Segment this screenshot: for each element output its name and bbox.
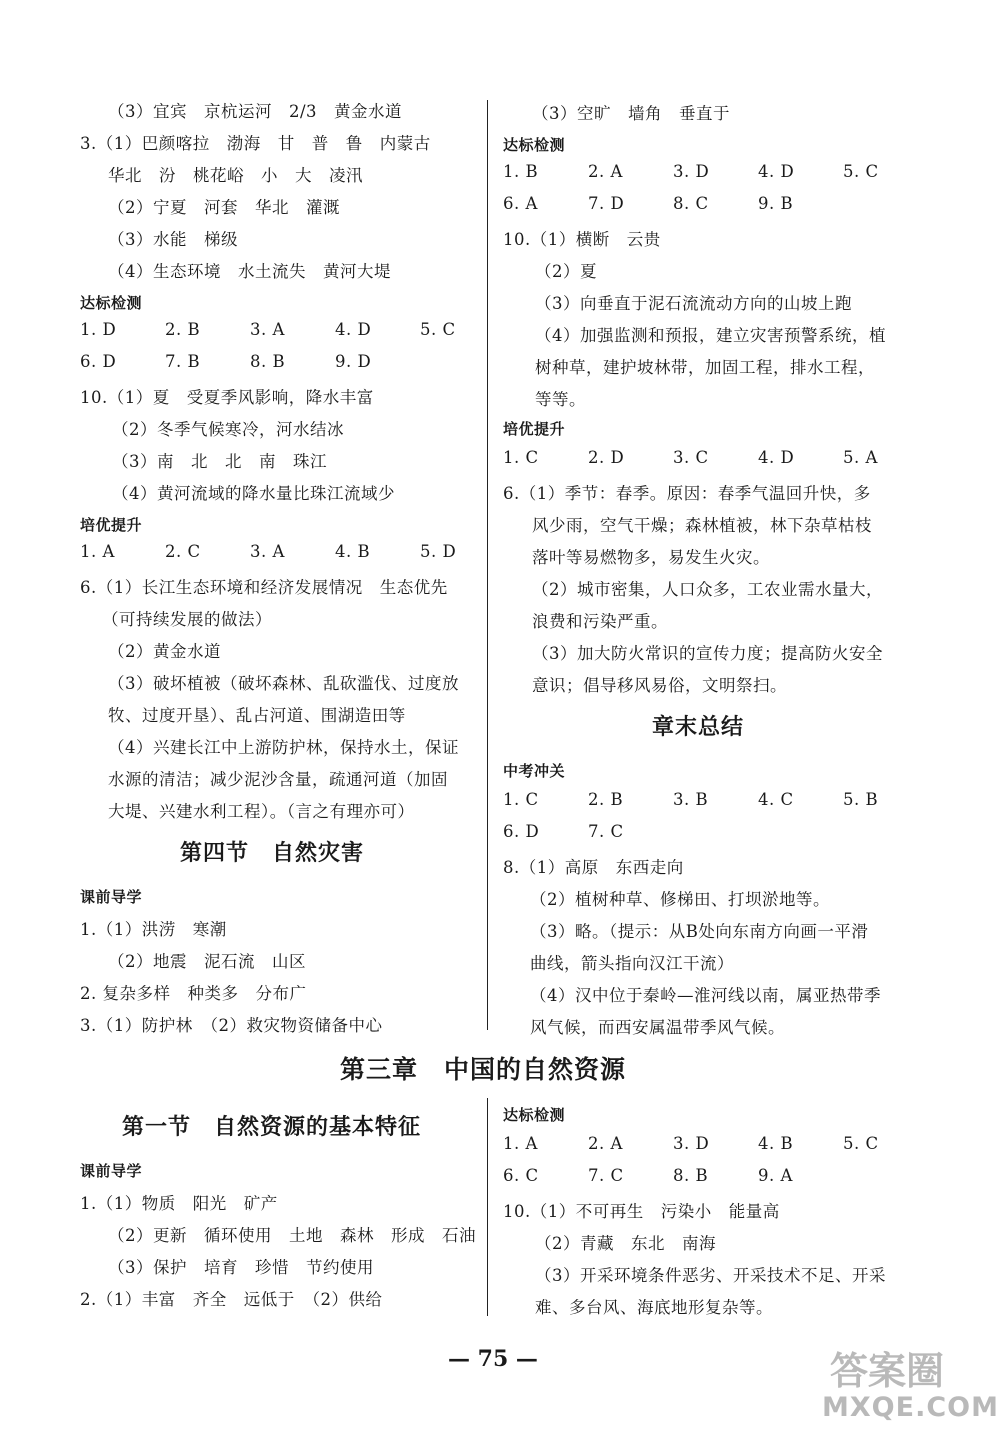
answer-item: 8. B [250, 352, 286, 371]
answer-row [80, 320, 480, 344]
section-label: 达标检测 [80, 294, 143, 312]
answer-item: 2. D [588, 448, 625, 467]
answer-item: 3. D [673, 1134, 710, 1153]
section-heading: 第四节 自然灾害 [180, 840, 365, 866]
column-divider-top [487, 100, 488, 1030]
answer-item: 2. C [165, 542, 201, 561]
answer-item: 3. A [250, 542, 285, 561]
answer-item: 2. A [588, 162, 623, 181]
answer-row [503, 194, 903, 218]
answer-item: 9. B [758, 194, 794, 213]
answer-line: （2）黄金水道 [108, 642, 221, 661]
answer-item: 4. D [758, 448, 795, 467]
page-number: — 75 — [448, 1346, 538, 1372]
answer-line: 3.（1）巴颜喀拉 渤海 甘 普 鲁 内蒙古 [80, 134, 431, 153]
section-label: 培优提升 [80, 516, 143, 534]
answer-item: 1. C [503, 448, 539, 467]
answer-line: 2.（1）丰富 齐全 远低于 （2）供给 [80, 1290, 383, 1309]
answer-item: 2. B [165, 320, 201, 339]
answer-line: 10.（1）夏 受夏季风影响，降水丰富 [80, 388, 374, 407]
answer-line: 1.（1）洪涝 寒潮 [80, 920, 227, 939]
answer-line: （3）加大防火常识的宣传力度；提高防火安全 [532, 644, 883, 663]
answer-line: （3）南 北 北 南 珠江 [112, 452, 327, 471]
answer-line: （3）宜宾 京杭运河 2/3 黄金水道 [108, 102, 403, 121]
answer-item: 5. C [843, 1134, 879, 1153]
answer-line: 6.（1）季节：春季。原因：春季气温回升快，多 [503, 484, 871, 503]
section-label: 培优提升 [503, 420, 566, 438]
answer-line: 等等。 [535, 390, 586, 409]
answer-item: 1. B [503, 162, 539, 181]
answer-item: 7. B [165, 352, 201, 371]
answer-item: 5. A [843, 448, 878, 467]
answer-row [503, 822, 903, 846]
answer-item: 2. A [588, 1134, 623, 1153]
answer-line: （3）向垂直于泥石流流动方向的山坡上跑 [535, 294, 852, 313]
answer-line: 1.（1）物质 阳光 矿产 [80, 1194, 278, 1213]
answer-item: 3. D [673, 162, 710, 181]
answer-line: （3）开采环境条件恶劣、开采技术不足、开采 [535, 1266, 886, 1285]
section-label: 课前导学 [80, 888, 143, 906]
answer-item: 6. D [80, 352, 117, 371]
answer-line: （2）植树种草、修梯田、打坝淤地等。 [530, 890, 830, 909]
section-label: 课前导学 [80, 1162, 143, 1180]
watermark-logo: 答案圈 [830, 1349, 945, 1393]
section-heading: 章末总结 [652, 714, 745, 740]
answer-row [503, 790, 903, 814]
answer-line: （2）宁夏 河套 华北 灌溉 [108, 198, 340, 217]
answer-item: 6. C [503, 1166, 539, 1185]
answer-line: （3）水能 梯级 [108, 230, 238, 249]
answer-item: 4. D [335, 320, 372, 339]
answer-line: 意识；倡导移风易俗，文明祭扫。 [532, 676, 787, 695]
answer-line: （2）青藏 东北 南海 [535, 1234, 716, 1253]
column-divider-bottom [487, 1098, 488, 1316]
section-label: 中考冲关 [503, 762, 566, 780]
section-heading: 第一节 自然资源的基本特征 [122, 1114, 422, 1140]
answer-item: 4. B [758, 1134, 794, 1153]
answer-item: 8. C [673, 194, 709, 213]
answer-line: 难、多台风、海底地形复杂等。 [535, 1298, 773, 1317]
answer-line: 华北 汾 桃花峪 小 大 凌汛 [108, 166, 363, 185]
answer-line: （3）空旷 墙角 垂直于 [532, 104, 730, 123]
answer-item: 5. D [420, 542, 457, 561]
answer-line: 10.（1）不可再生 污染小 能量高 [503, 1202, 780, 1221]
answer-line: （3）破坏植被（破坏森林、乱砍滥伐、过度放 [108, 674, 459, 693]
answer-line: （2）更新 循环使用 土地 森林 形成 石油 [108, 1226, 476, 1245]
answer-item: 5. C [420, 320, 456, 339]
answer-line: （3）略。（提示：从B处向东南方向画一平滑 [530, 922, 869, 941]
answer-line: 落叶等易燃物多，易发生火灾。 [532, 548, 770, 567]
answer-line: 2. 复杂多样 种类多 分布广 [80, 984, 307, 1003]
answer-item: 4. B [335, 542, 371, 561]
answer-row [503, 1166, 903, 1190]
answer-item: 5. B [843, 790, 879, 809]
answer-row [80, 542, 480, 566]
answer-item: 6. D [503, 822, 540, 841]
answer-item: 3. C [673, 448, 709, 467]
answer-line: 风少雨，空气干燥；森林植被，林下杂草枯枝 [532, 516, 872, 535]
answer-line: （2）城市密集，人口众多，工农业需水量大， [532, 580, 883, 599]
answer-item: 8. B [673, 1166, 709, 1185]
section-label: 达标检测 [503, 136, 566, 154]
answer-line: （4）加强监测和预报，建立灾害预警系统，植 [535, 326, 886, 345]
answer-item: 7. C [588, 1166, 624, 1185]
answer-line: 水源的清洁；减少泥沙含量，疏通河道（加固 [108, 770, 448, 789]
watermark-site: MXQE.COM [822, 1392, 999, 1423]
answer-line: （4）黄河流域的降水量比珠江流域少 [112, 484, 395, 503]
answer-item: 1. A [80, 542, 115, 561]
answer-row [503, 448, 903, 472]
answer-row [503, 162, 903, 186]
answer-item: 4. C [758, 790, 794, 809]
answer-item: 4. D [758, 162, 795, 181]
answer-item: 6. A [503, 194, 538, 213]
answer-line: 6.（1）长江生态环境和经济发展情况 生态优先 [80, 578, 448, 597]
answer-item: 3. B [673, 790, 709, 809]
answer-item: 1. A [503, 1134, 538, 1153]
answer-item: 7. D [588, 194, 625, 213]
answer-row [503, 1134, 903, 1158]
answer-row [80, 352, 480, 376]
answer-line: 牧、过度开垦）、乱占河道、围湖造田等 [108, 706, 406, 725]
answer-item: 3. A [250, 320, 285, 339]
answer-line: （2）冬季气候寒冷，河水结冰 [112, 420, 344, 439]
answer-line: 曲线，箭头指向汉江干流） [530, 954, 734, 973]
answer-line: 大堤、兴建水利工程）。（言之有理亦可） [108, 802, 415, 821]
answer-line: 浪费和污染严重。 [532, 612, 668, 631]
answer-line: （2）地震 泥石流 山区 [108, 952, 306, 971]
answer-item: 1. D [80, 320, 117, 339]
answer-item: 9. A [758, 1166, 793, 1185]
answer-item: 1. C [503, 790, 539, 809]
section-label: 达标检测 [503, 1106, 566, 1124]
answer-item: 7. C [588, 822, 624, 841]
answer-line: 8.（1）高原 东西走向 [503, 858, 684, 877]
answer-item: 2. B [588, 790, 624, 809]
answer-item: 5. C [843, 162, 879, 181]
answer-line: （4）汉中位于秦岭—淮河线以南，属亚热带季 [530, 986, 881, 1005]
answer-line: （3）保护 培育 珍惜 节约使用 [108, 1258, 374, 1277]
answer-line: 风气候，而西安属温带季风气候。 [530, 1018, 785, 1037]
answer-line: 3.（1）防护林 （2）救灾物资储备中心 [80, 1016, 383, 1035]
answer-line: （4）兴建长江中上游防护林，保持水土，保证 [108, 738, 459, 757]
answer-item: 9. D [335, 352, 372, 371]
answer-line: 树种草，建护坡林带，加固工程，排水工程， [535, 358, 875, 377]
answer-line: 10.（1）横断 云贵 [503, 230, 661, 249]
answer-line: （4）生态环境 水土流失 黄河大堤 [108, 262, 391, 281]
answer-line: （可持续发展的做法） [102, 610, 272, 629]
chapter-title: 第三章 中国的自然资源 [340, 1055, 627, 1084]
answer-line: （2）夏 [535, 262, 597, 281]
